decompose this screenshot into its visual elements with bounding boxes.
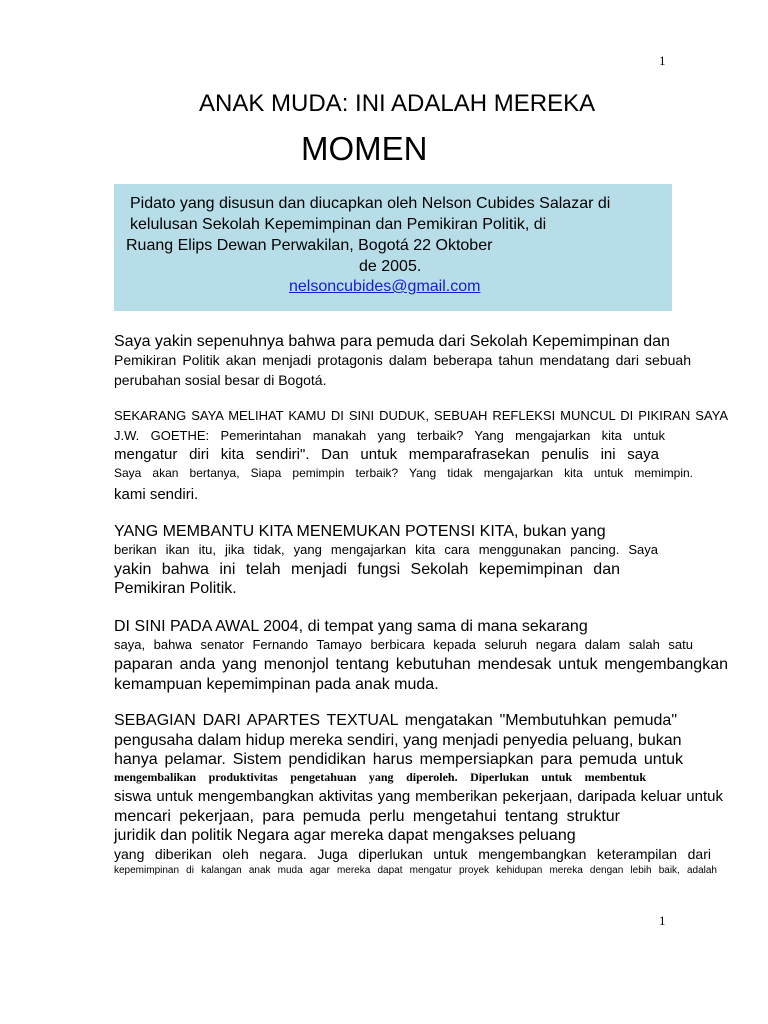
info-line-3: Ruang Elips Dewan Perwakilan, Bogotá 22 Oktober xyxy=(126,237,493,254)
p5-line-6: mencari pekerjaan, para pemuda perlu mengetahui tentang struktur xyxy=(114,808,620,825)
p4-line-2: saya, bahwa senator Fernando Tamayo berbicara kepada seluruh negara dalam salah satu xyxy=(114,637,693,652)
p4-line-3: paparan anda yang menonjol tentang kebutuhan mendesak untuk mengembangkan xyxy=(114,656,728,673)
speech-info-box xyxy=(114,184,672,311)
p3-line-2: berikan ikan itu, jika tidak, yang mengajarkan kita cara menggunakan pancing. Saya xyxy=(114,542,658,557)
p5-line-7: juridik dan politik Negara agar mereka dapat mengakses peluang xyxy=(114,827,576,844)
p2-line-1: SEKARANG SAYA MELIHAT KAMU DI SINI DUDUK, SEBUAH REFLEKSI MUNCUL DI PIKIRAN SAYA xyxy=(114,408,728,423)
page-number-top: 1 xyxy=(659,53,666,68)
p5-line-9: kepemimpinan di kalangan anak muda agar mereka dapat mengatur proyek kehidupan mereka dengan lebih baik, adalah xyxy=(114,865,717,876)
p1-line-2: Pemikiran Politik akan menjadi protagonis dalam beberapa tahun mendatang dari sebuah xyxy=(114,352,691,368)
p2-line-5: kami sendiri. xyxy=(114,486,199,503)
email-link[interactable]: nelsoncubides@gmail.com xyxy=(289,278,481,295)
p4-line-1: DI SINI PADA AWAL 2004, di tempat yang sama di mana sekarang xyxy=(114,618,588,635)
p5-line-8: yang diberikan oleh negara. Juga diperlukan untuk mengembangkan keterampilan dari xyxy=(114,846,711,862)
p1-line-3: perubahan sosial besar di Bogotá. xyxy=(114,372,327,388)
p2-line-2: J.W. GOETHE: Pemerintahan manakah yang terbaik? Yang mengajarkan kita untuk xyxy=(114,428,665,443)
page-title-line2: MOMEN xyxy=(301,130,428,167)
p1-line-1: Saya yakin sepenuhnya bahwa para pemuda dari Sekolah Kepemimpinan dan xyxy=(114,333,670,350)
p3-line-3: yakin bahwa ini telah menjadi fungsi Sekolah kepemimpinan dan xyxy=(114,561,620,578)
p5-line-5: siswa untuk mengembangkan aktivitas yang memberikan pekerjaan, daripada keluar untuk xyxy=(114,788,723,805)
p2-line-4: Saya akan bertanya, Siapa pemimpin terbaik? Yang tidak mengajarkan kita untuk memimpin. xyxy=(114,466,693,480)
p2-line-3: mengatur diri kita sendiri". Dan untuk memparafrasekan penulis ini saya xyxy=(114,446,659,463)
page-number-bottom: 1 xyxy=(659,913,666,928)
info-line-1: Pidato yang disusun dan diucapkan oleh Nelson Cubides Salazar di xyxy=(130,195,611,212)
p5-line-1: SEBAGIAN DARI APARTES TEXTUAL mengatakan "Membutuhkan pemuda" xyxy=(114,712,677,729)
info-line-2: kelulusan Sekolah Kepemimpinan dan Pemikiran Politik, di xyxy=(130,216,547,233)
p4-line-4: kemampuan kepemimpinan pada anak muda. xyxy=(114,676,439,693)
p3-line-4: Pemikiran Politik. xyxy=(114,580,237,597)
p5-line-4: mengembalikan produktivitas pengetahuan yang diperoleh. Diperlukan untuk membentuk xyxy=(114,770,646,784)
page-title-line1: ANAK MUDA: INI ADALAH MEREKA xyxy=(199,90,596,117)
p5-line-2: pengusaha dalam hidup mereka sendiri, yang menjadi penyedia peluang, bukan xyxy=(114,732,682,749)
p3-line-1: YANG MEMBANTU KITA MENEMUKAN POTENSI KITA, bukan yang xyxy=(114,523,606,540)
info-line-4: de 2005. xyxy=(359,258,422,275)
p5-line-3: hanya pelamar. Sistem pendidikan harus mempersiapkan para pemuda untuk xyxy=(114,751,683,768)
